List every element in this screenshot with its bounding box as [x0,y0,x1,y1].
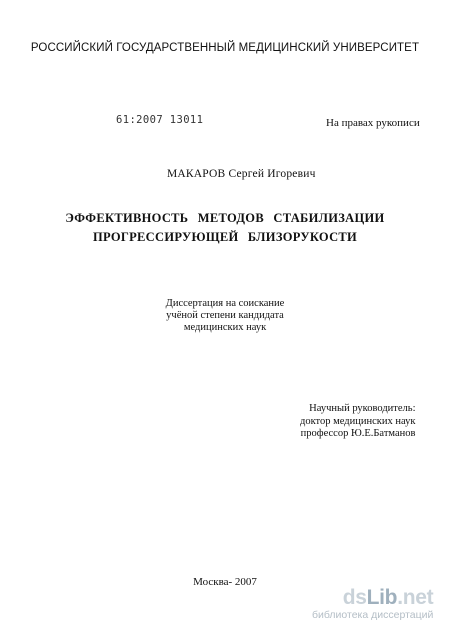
supervisor-block [300,403,415,441]
watermark-logo-net: .net [397,586,434,609]
university-name: РОССИЙСКИЙ ГОСУДАРСТВЕННЫЙ МЕДИЦИНСКИЙ УНИВЕРСИТЕТ [30,42,420,54]
degree-info [0,298,450,334]
degree-line-3: медицинских наук [183,322,267,333]
supervisor-line-1: Научный руководитель: [309,403,416,414]
title-line-2: ПРОГРЕССИРУЮЩЕЙ БЛИЗОРУКОСТИ [92,230,358,244]
archive-stamp: 61:2007 13011 [116,114,204,126]
degree-line-1: Диссертация на соискание [165,298,285,309]
dslib-watermark [312,587,433,621]
degree-line-2: учёной степени кандидата [166,310,284,321]
supervisor-line-3: профессор Ю.Е.Батманов [300,428,416,439]
watermark-logo [312,587,433,609]
watermark-logo-ds: ds [342,586,367,609]
title-line-1: ЭФФЕКТИВНОСТЬ МЕТОДОВ СТАБИЛИЗАЦИИ [65,211,385,225]
dissertation-title [0,209,450,247]
rights-notice: На правах рукописи [326,117,420,129]
watermark-subtitle: библиотека диссертаций [312,609,434,621]
place-year: Москва- 2007 [193,576,257,588]
author-name: МАКАРОВ Сергей Игоревич [167,168,316,180]
supervisor-line-2: доктор медицинских наук [300,415,416,427]
watermark-logo-lib: Lib [366,586,398,609]
